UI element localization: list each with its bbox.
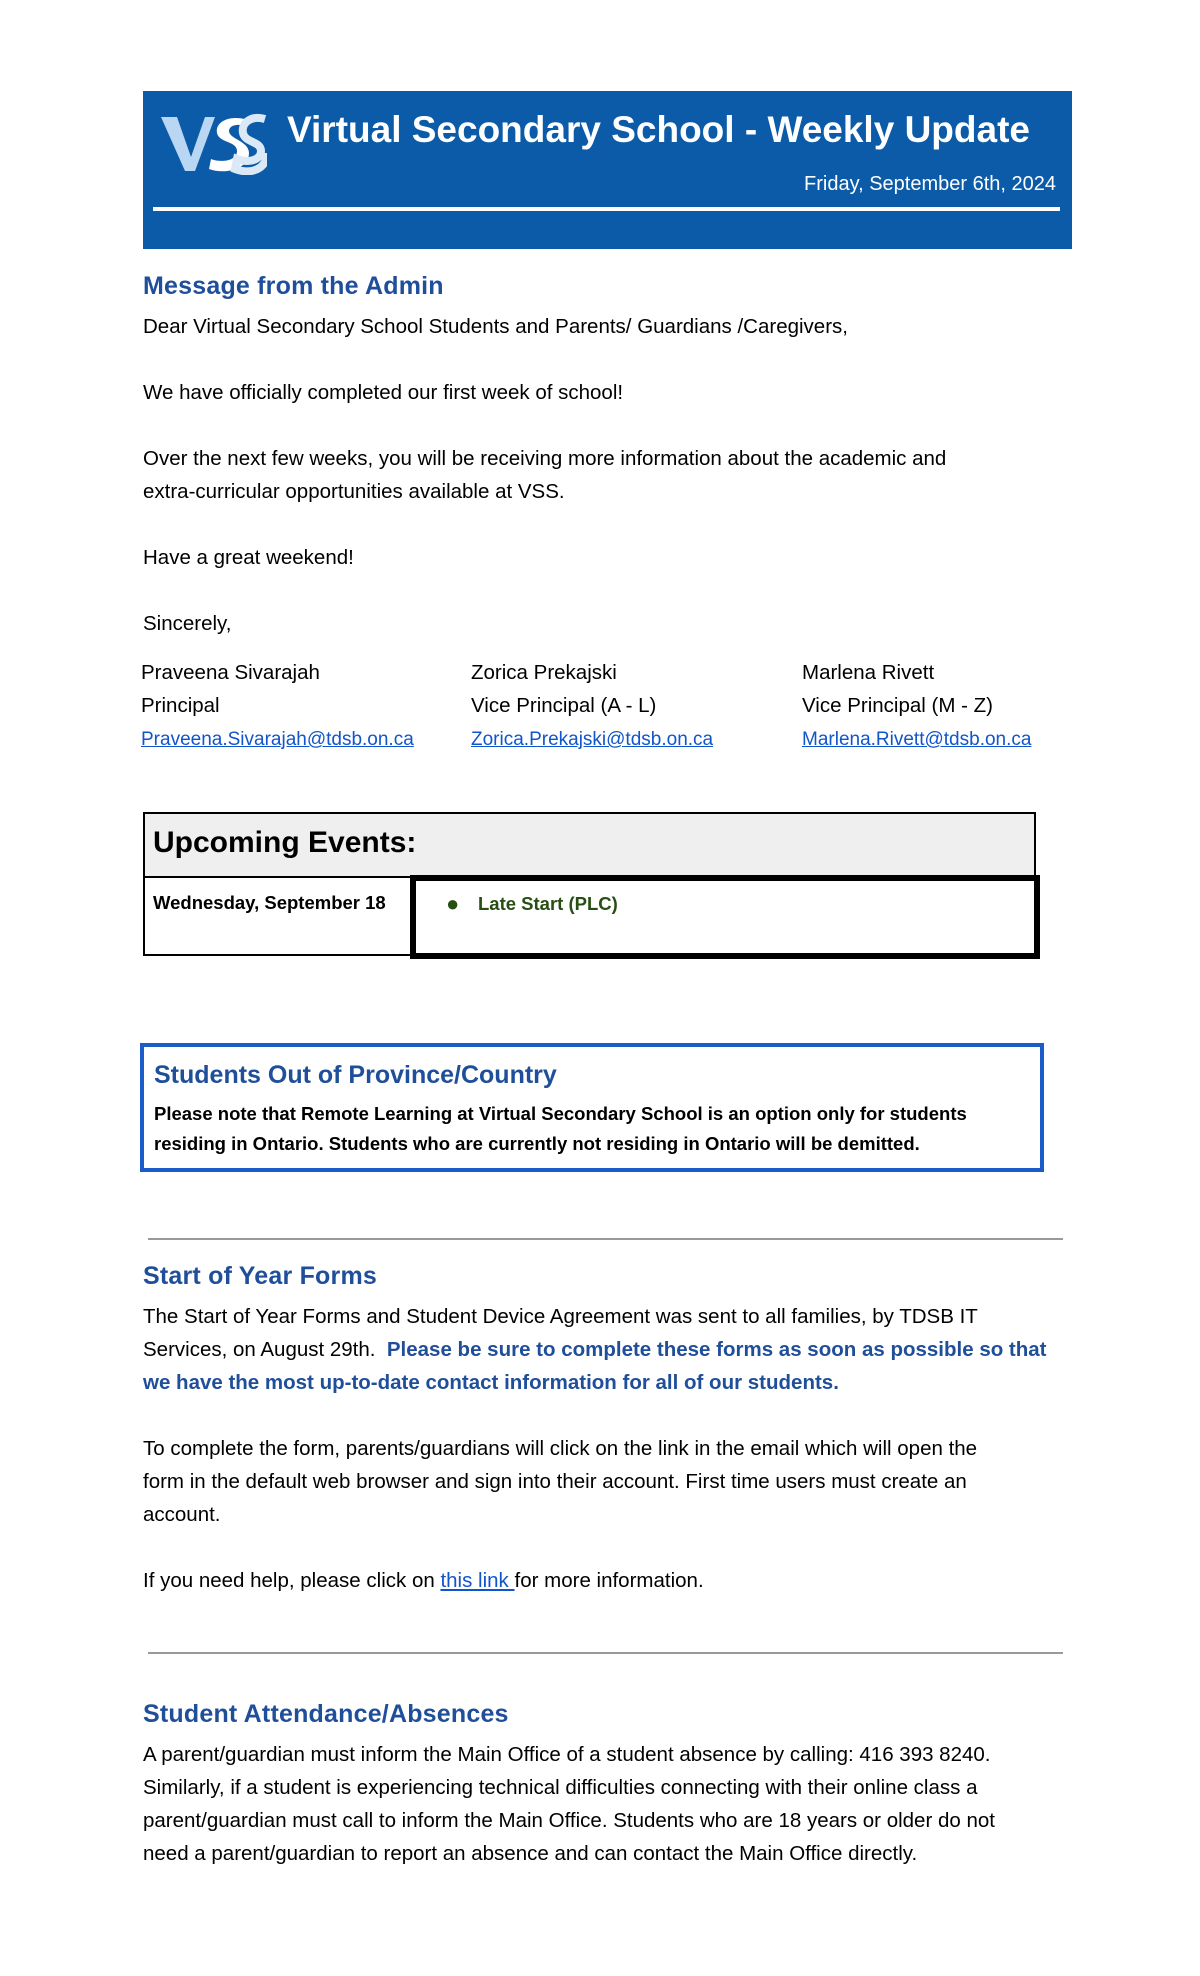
signatory-vice-principal-m-z xyxy=(802,656,1031,756)
help-link[interactable]: this link xyxy=(440,1569,515,1592)
forms-instructions-1: To complete the form, parents/guardians will click on the link in the email which will open the xyxy=(143,1437,978,1460)
forms-emphasis: Please be sure to complete these forms as soon as possible so that xyxy=(386,1338,1047,1361)
admin-salutation: Dear Virtual Secondary School Students and Parents/ Guardians /Caregivers, xyxy=(143,315,848,338)
signatory-name: Praveena Sivarajah xyxy=(141,661,320,684)
signatory-name: Marlena Rivett xyxy=(802,661,935,684)
admin-paragraph-2b: extra-curricular opportunities available at VSS. xyxy=(143,480,565,503)
events-heading: Upcoming Events: xyxy=(153,826,417,859)
attendance-line-4: need a parent/guardian to report an absence and can contact the Main Office directly. xyxy=(143,1842,918,1865)
header-banner xyxy=(143,91,1072,249)
forms-help-text xyxy=(143,1564,704,1597)
section-divider xyxy=(148,1652,1063,1654)
forms-line-2 xyxy=(143,1333,1047,1366)
help-suffix: for more information. xyxy=(514,1569,704,1592)
signatory-vice-principal-a-l xyxy=(471,656,713,756)
header-divider xyxy=(153,207,1060,211)
newsletter-date: Friday, September 6th, 2024 xyxy=(804,173,1056,195)
admin-paragraph-2a: Over the next few weeks, you will be receiving more information about the academic and xyxy=(143,447,947,470)
forms-emphasis-line-2: we have the most up-to-date contact information for all of our students. xyxy=(143,1371,839,1394)
forms-instructions-3: account. xyxy=(143,1503,221,1526)
signatory-role: Principal xyxy=(141,694,220,717)
signatory-name: Zorica Prekajski xyxy=(471,661,617,684)
attendance-heading: Student Attendance/Absences xyxy=(143,1700,509,1728)
email-link[interactable]: Praveena.Sivarajah@tdsb.on.ca xyxy=(141,729,414,750)
out-of-province-notice xyxy=(140,1043,1044,1172)
attendance-line-1: A parent/guardian must inform the Main Office of a student absence by calling: 416 393 8240. xyxy=(143,1743,991,1766)
notice-heading: Students Out of Province/Country xyxy=(154,1061,557,1089)
event-date: Wednesday, September 18 xyxy=(153,892,386,913)
help-prefix: If you need help, please click on xyxy=(143,1569,441,1592)
notice-line-2: residing in Ontario. Students who are currently not residing in Ontario will be demitted. xyxy=(154,1133,920,1154)
notice-body xyxy=(154,1099,1014,1159)
section-divider xyxy=(148,1238,1063,1240)
admin-paragraph-3: Have a great weekend! xyxy=(143,546,354,569)
signatory-role: Vice Principal (A - L) xyxy=(471,694,657,717)
bullet-icon: ● xyxy=(446,891,460,916)
signatory-principal xyxy=(141,656,414,756)
upcoming-events-table xyxy=(143,812,1036,956)
email-link[interactable]: Zorica.Prekajski@tdsb.on.ca xyxy=(471,729,714,750)
event-item xyxy=(446,891,618,916)
attendance-line-3: parent/guardian must call to inform the Main Office. Students who are 18 years or older do not xyxy=(143,1809,995,1832)
email-link[interactable]: Marlena.Rivett@tdsb.on.ca xyxy=(802,729,1032,750)
event-label: Late Start (PLC) xyxy=(478,893,618,914)
newsletter-title: Virtual Secondary School - Weekly Update xyxy=(287,109,1030,150)
attendance-line-2: Similarly, if a student is experiencing technical difficulties connecting with their online class a xyxy=(143,1776,978,1799)
forms-instructions-2: form in the default web browser and sign into their account. First time users must create an xyxy=(143,1470,967,1493)
forms-line-2-text: Services, on August 29th. xyxy=(143,1338,387,1361)
forms-line-1: The Start of Year Forms and Student Device Agreement was sent to all families, by TDSB IT xyxy=(143,1305,978,1328)
events-header-row xyxy=(145,814,1034,878)
notice-line-1: Please note that Remote Learning at Virtual Secondary School is an option only for students xyxy=(154,1103,967,1124)
event-details-cell xyxy=(410,875,1040,959)
forms-heading: Start of Year Forms xyxy=(143,1262,377,1290)
admin-heading: Message from the Admin xyxy=(143,272,444,300)
admin-closing: Sincerely, xyxy=(143,612,232,635)
signatory-role: Vice Principal (M - Z) xyxy=(802,694,993,717)
vss-logo xyxy=(157,113,267,175)
admin-paragraph-1: We have officially completed our first week of school! xyxy=(143,381,624,404)
